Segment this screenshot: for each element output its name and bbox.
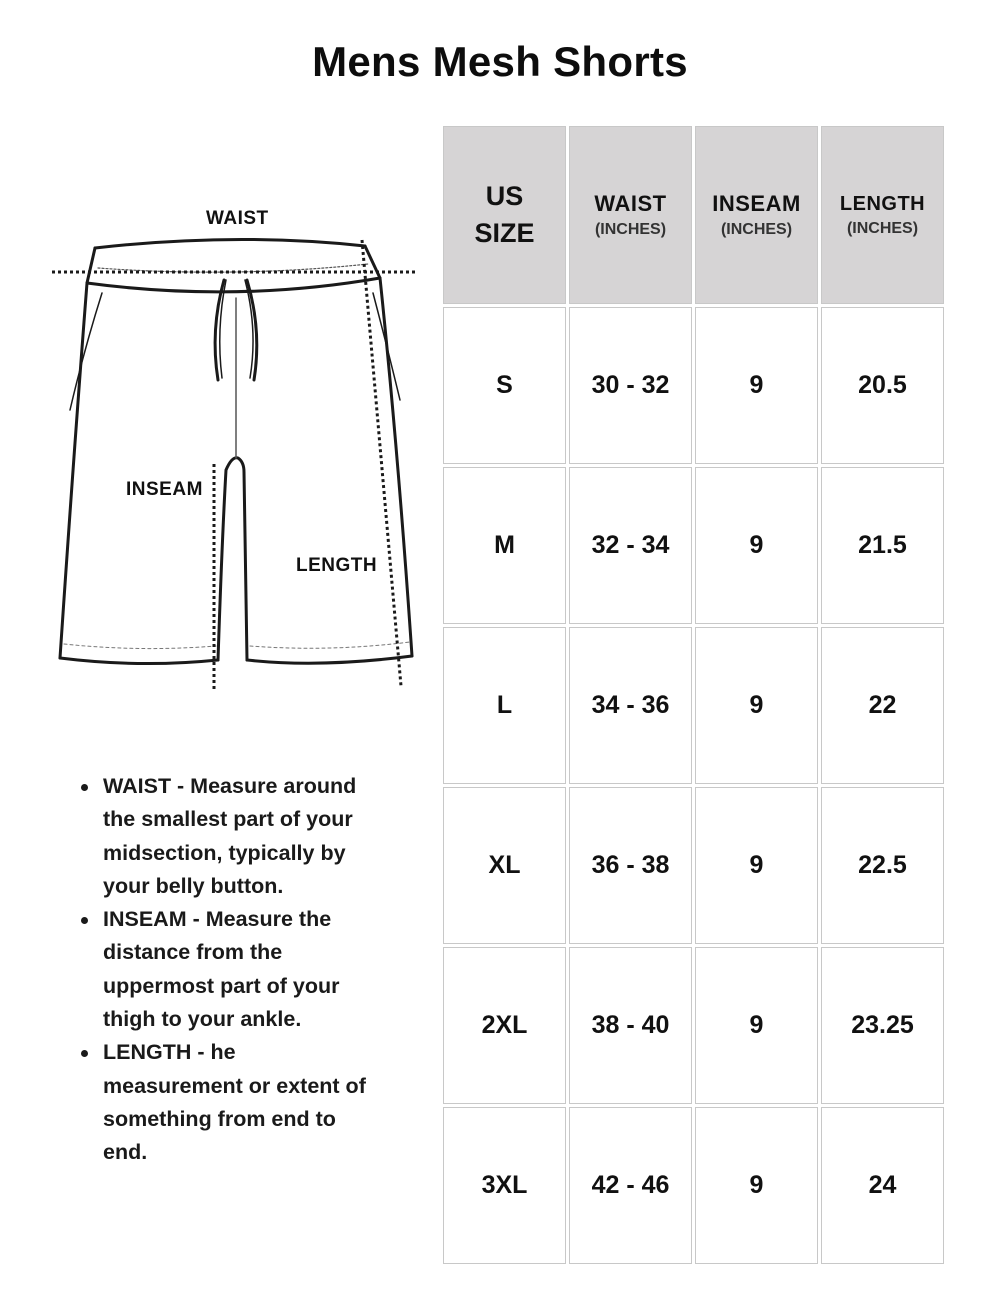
cell-length: 22	[821, 627, 944, 784]
cell-waist: 32 - 34	[569, 467, 692, 624]
cell-waist: 36 - 38	[569, 787, 692, 944]
note-waist: WAIST - Measure around the smallest part of your midsection, typically by your belly button.	[78, 770, 378, 903]
cell-inseam: 9	[695, 307, 818, 464]
page-title: Mens Mesh Shorts	[312, 38, 688, 85]
cell-inseam: 9	[695, 1107, 818, 1264]
cell-length: 20.5	[821, 307, 944, 464]
cell-waist: 38 - 40	[569, 947, 692, 1104]
header-waist	[569, 126, 692, 304]
cell-size: 3XL	[443, 1107, 566, 1264]
cell-length: 21.5	[821, 467, 944, 624]
cell-inseam: 9	[695, 787, 818, 944]
waist-label: WAIST	[206, 208, 269, 229]
cell-size: L	[443, 627, 566, 784]
cell-size: S	[443, 307, 566, 464]
table-row	[443, 787, 944, 944]
cell-size: M	[443, 467, 566, 624]
cell-size: XL	[443, 787, 566, 944]
header-us-size	[443, 126, 566, 304]
header-us-text: US	[485, 181, 524, 211]
shorts-diagram	[40, 200, 430, 710]
table-row	[443, 467, 944, 624]
shorts-illustration	[40, 200, 430, 710]
note-inseam: INSEAM - Measure the distance from the uppermost part of your thigh to your ankle.	[78, 903, 378, 1036]
header-inseam-unit: (INCHES)	[720, 221, 793, 238]
cell-inseam: 9	[695, 947, 818, 1104]
cell-inseam: 9	[695, 467, 818, 624]
table-header-row	[443, 126, 944, 304]
measurement-notes	[78, 770, 378, 1170]
header-length-unit: (INCHES)	[846, 219, 919, 237]
cell-waist: 30 - 32	[569, 307, 692, 464]
table-row	[443, 627, 944, 784]
table-row	[443, 1107, 944, 1264]
table-row	[443, 307, 944, 464]
header-inseam-text: INSEAM	[712, 191, 801, 216]
header-length-text: LENGTH	[839, 192, 926, 215]
note-length: LENGTH - he measurement or extent of something from end to end.	[78, 1036, 378, 1169]
cell-length: 22.5	[821, 787, 944, 944]
cell-size: 2XL	[443, 947, 566, 1104]
header-waist-unit: (INCHES)	[594, 221, 667, 238]
table-row	[443, 947, 944, 1104]
header-length	[821, 126, 944, 304]
cell-waist: 42 - 46	[569, 1107, 692, 1264]
inseam-label: INSEAM	[126, 479, 203, 500]
size-chart-table	[440, 123, 947, 1267]
cell-inseam: 9	[695, 627, 818, 784]
header-waist-text: WAIST	[594, 191, 667, 216]
cell-length: 24	[821, 1107, 944, 1264]
header-size-text: SIZE	[474, 218, 535, 248]
cell-length: 23.25	[821, 947, 944, 1104]
header-inseam	[695, 126, 818, 304]
length-label: LENGTH	[296, 555, 378, 576]
cell-waist: 34 - 36	[569, 627, 692, 784]
